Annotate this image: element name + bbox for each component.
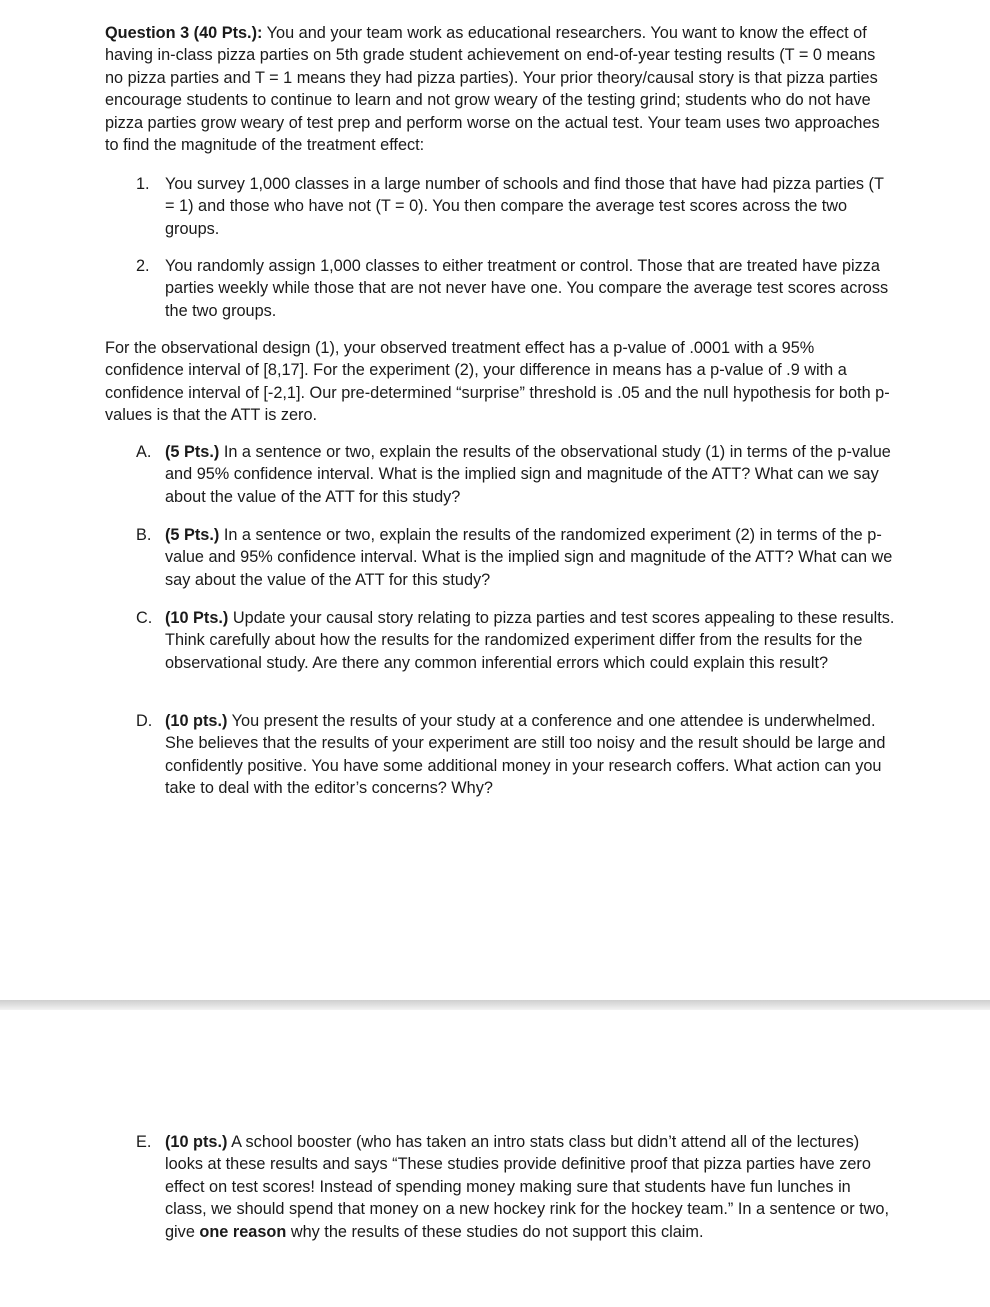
part-text: In a sentence or two, explain the results of the randomized experiment (2) in terms of the p-value and 95% confidence interval. What is the implied sign and magnitude of the ATT? What can we say about the value of the ATT for this study? [165,526,893,589]
list-marker: B. [136,526,152,544]
points-label: (10 pts.) [165,712,228,730]
part-text: In a sentence or two, explain the results of the observational study (1) in terms of the p-value and 95% confidence interval. What is the implied sign and magnitude of the ATT? What can we say about the value of the ATT for this study? [165,443,891,506]
part-body [165,524,896,591]
list-marker: 2. [136,257,150,275]
points-label: (5 Pts.) [165,443,220,461]
part-body [165,1131,896,1243]
approach-item-1 [136,173,896,240]
page-break-divider [0,1000,990,1010]
list-marker: E. [136,1133,152,1151]
results-paragraph: For the observational design (1), your observed treatment effect has a p-value of .0001 with a 95% confidence interval of [8,17]. For the experiment (2), your difference in means has a p-value of .9 with a confidence interval of [-2,1]. Our pre-determined “surprise” threshold is .05 and the null hypothesis for both p-values is that the ATT is zero. [105,339,890,425]
part-b [136,524,896,591]
part-a [136,441,896,508]
emphasis-text: one reason [199,1222,287,1241]
part-body [165,710,896,800]
list-marker: C. [136,609,153,627]
question-intro-text: You and your team work as educational researchers. You want to know the effect of having in-class pizza parties on 5th grade student achievement on end-of-year testing results (T = 0 means no pizza parties and T = 1 means they had pizza parties). Your prior theory/causal story is that pizza parties encourage students to continue to learn and not grow weary of the testing grind; students who do not have pizza parties grow weary of test prep and perform worse on the actual test. Your team uses two approaches to find the magnitude of the treatment effect: [105,24,880,155]
question-intro [105,22,895,156]
approach-item-2 [136,255,896,322]
page-2 [0,1010,990,1307]
part-body [165,441,896,508]
list-marker: A. [136,443,152,461]
part-body [165,607,896,674]
approach-text: You randomly assign 1,000 classes to either treatment or control. Those that are treated have pizza parties weekly while those that are not never have one. You compare the average test scores across the two groups. [165,257,889,320]
question-heading: Question 3 (40 Pts.): [105,24,263,42]
list-marker: 1. [136,175,150,193]
part-text: Update your causal story relating to pizza parties and test scores appealing to these results. Think carefully about how the results for the randomized experiment differ from the results for the observational study. Are there any common inferential errors which could explain this result? [165,609,895,672]
part-text: You present the results of your study at a conference and one attendee is underwhelmed. She believes that the results of your experiment are still too noisy and the result should be large and confidently positive. You have some additional money in your research coffers. What action can you take to deal with the editor’s concerns? Why? [165,712,886,798]
points-label: (5 Pts.) [165,526,220,544]
part-text-end: why the results of these studies do not support this claim. [290,1222,704,1241]
list-marker: D. [136,712,153,730]
part-e [136,1131,896,1243]
part-d [136,710,896,800]
points-label: (10 pts.) [165,1133,228,1151]
approach-text: You survey 1,000 classes in a large number of schools and find those that have had pizza parties (T = 1) and those who have not (T = 0). You then compare the average test scores across the two groups. [165,175,884,238]
part-text: A school booster (who has taken an intro stats class but didn’t attend all of the lectures) looks at these results and says “These studies provide definitive proof that pizza parties have zero effect on test scores! Instead of spending money making sure that students have fun lunches in class, we should spend that money on a new hockey rink for the hockey team.” In a sentence or two, give [165,1133,889,1241]
part-c [136,607,896,674]
points-label: (10 Pts.) [165,609,229,627]
